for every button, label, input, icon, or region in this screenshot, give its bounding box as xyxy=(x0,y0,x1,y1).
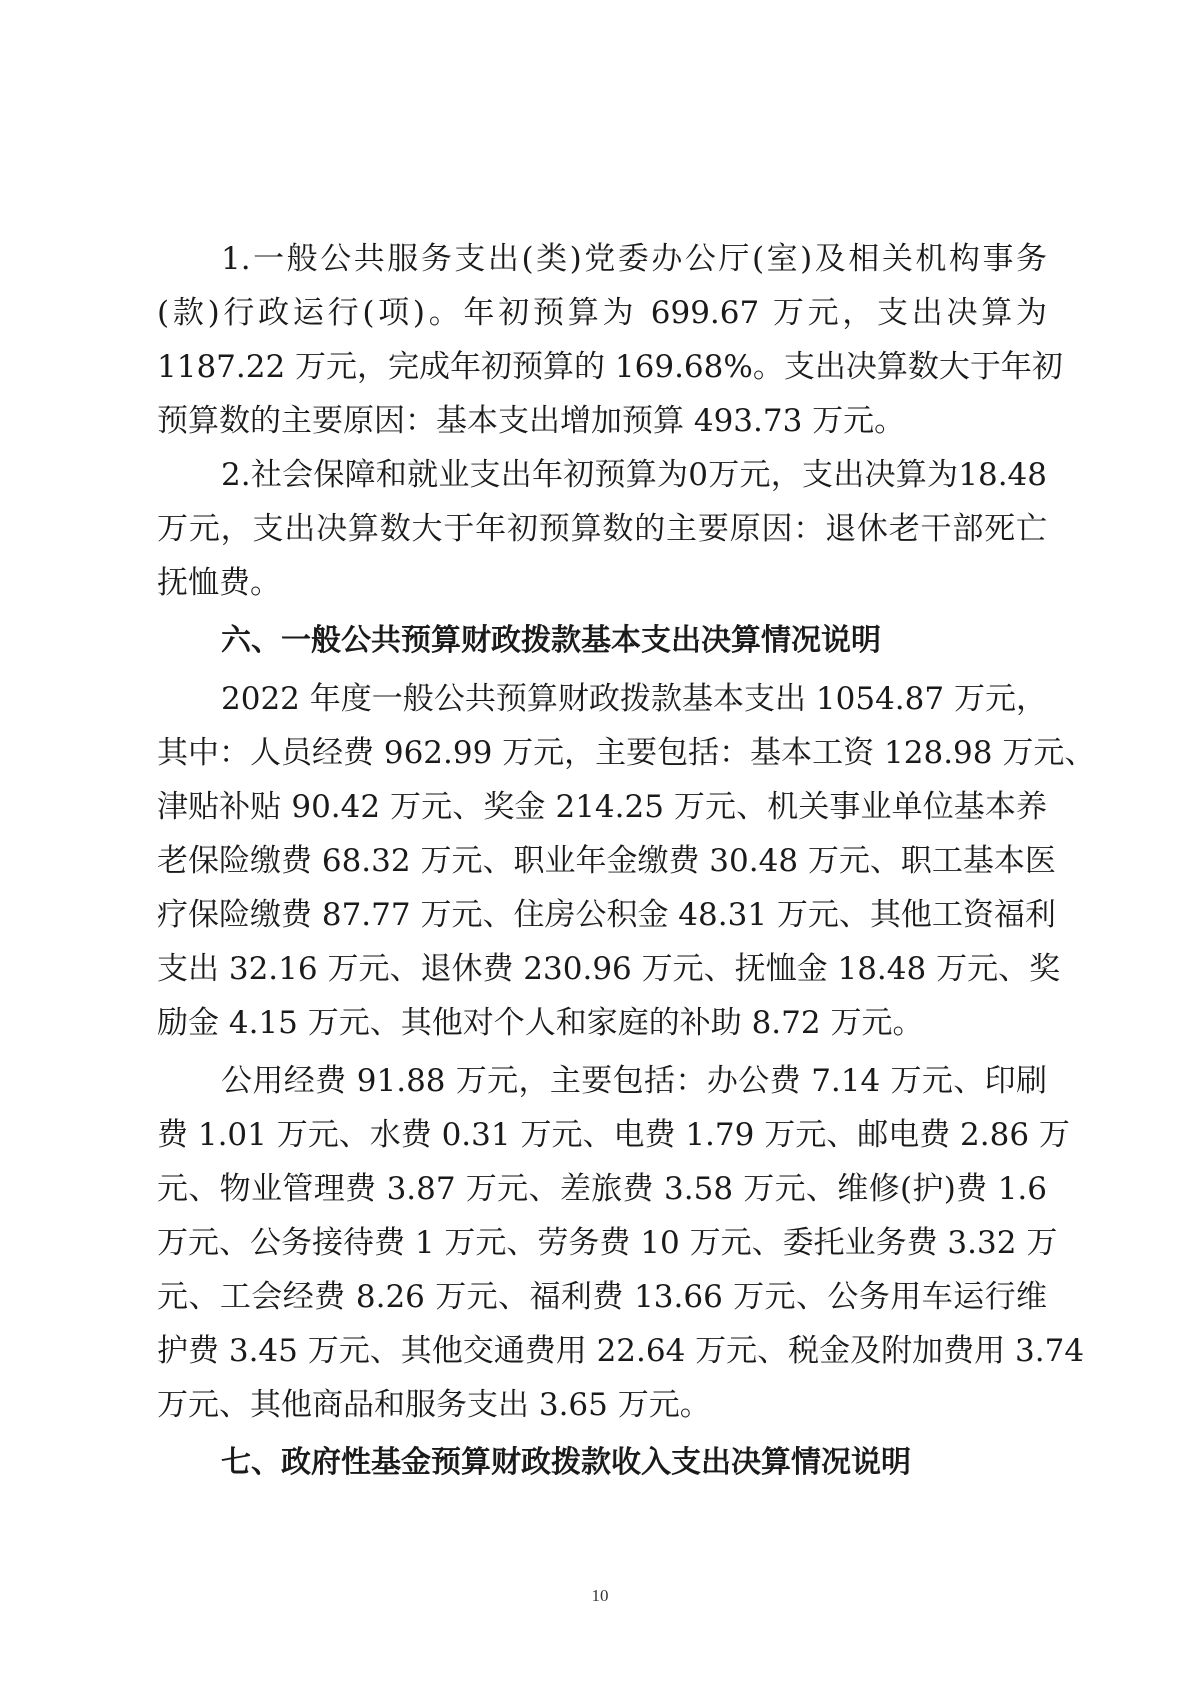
paragraph xyxy=(157,672,1096,1050)
document-body xyxy=(157,232,1096,1494)
text-line: (款)行政运行(项)。年初预算为 699.67 万元，支出决算为 xyxy=(157,295,1047,331)
page-number: 10 xyxy=(591,1586,609,1605)
text-line: 元、物业管理费 3.87 万元、差旅费 3.58 万元、维修(护)费 1.6 xyxy=(157,1171,1047,1207)
paragraph xyxy=(157,232,1063,448)
text-line: 疗保险缴费 87.77 万元、住房公积金 48.31 万元、其他工资福利 xyxy=(157,897,1056,933)
text-line: 励金 4.15 万元、其他对个人和家庭的补助 8.72 万元。 xyxy=(157,1005,924,1041)
text-line: 护费 3.45 万元、其他交通费用 22.64 万元、税金及附加费用 3.74 xyxy=(157,1333,1085,1369)
text-line: 万元、其他商品和服务支出 3.65 万元。 xyxy=(157,1387,711,1423)
text-line: 元、工会经费 8.26 万元、福利费 13.66 万元、公务用车运行维 xyxy=(157,1279,1047,1315)
text-line: 津贴补贴 90.42 万元、奖金 214.25 万元、机关事业单位基本养 xyxy=(157,789,1047,825)
paragraph xyxy=(157,1054,1085,1432)
text-line: 2022 年度一般公共预算财政拨款基本支出 1054.87 万元， xyxy=(221,681,1047,717)
section-heading: 六、一般公共预算财政拨款基本支出决算情况说明 xyxy=(221,623,881,658)
section-heading: 七、政府性基金预算财政拨款收入支出决算情况说明 xyxy=(221,1445,911,1480)
text-line: 其中：人员经费 962.99 万元，主要包括：基本工资 128.98 万元、 xyxy=(157,735,1096,771)
text-line: 预算数的主要原因：基本支出增加预算 493.73 万元。 xyxy=(157,403,906,439)
text-line: 2.社会保障和就业支出年初预算为0万元，支出决算为18.48 xyxy=(221,457,1047,493)
text-line: 1187.22 万元，完成年初预算的 169.68%。支出决算数大于年初 xyxy=(157,349,1063,385)
paragraph xyxy=(157,448,1047,610)
text-line: 1.一般公共服务支出(类)党委办公厅(室)及相关机构事务 xyxy=(221,241,1047,277)
text-line: 万元、公务接待费 1 万元、劳务费 10 万元、委托业务费 3.32 万 xyxy=(157,1225,1058,1261)
text-line: 万元，支出决算数大于年初预算数的主要原因：退休老干部死亡 xyxy=(157,511,1047,547)
text-line: 费 1.01 万元、水费 0.31 万元、电费 1.79 万元、邮电费 2.86 万 xyxy=(157,1117,1070,1153)
text-line: 抚恤费。 xyxy=(157,565,281,601)
text-line: 老保险缴费 68.32 万元、职业年金缴费 30.48 万元、职工基本医 xyxy=(157,843,1056,879)
text-line: 支出 32.16 万元、退休费 230.96 万元、抚恤金 18.48 万元、奖 xyxy=(157,951,1061,987)
text-line: 公用经费 91.88 万元，主要包括：办公费 7.14 万元、印刷 xyxy=(221,1063,1047,1099)
